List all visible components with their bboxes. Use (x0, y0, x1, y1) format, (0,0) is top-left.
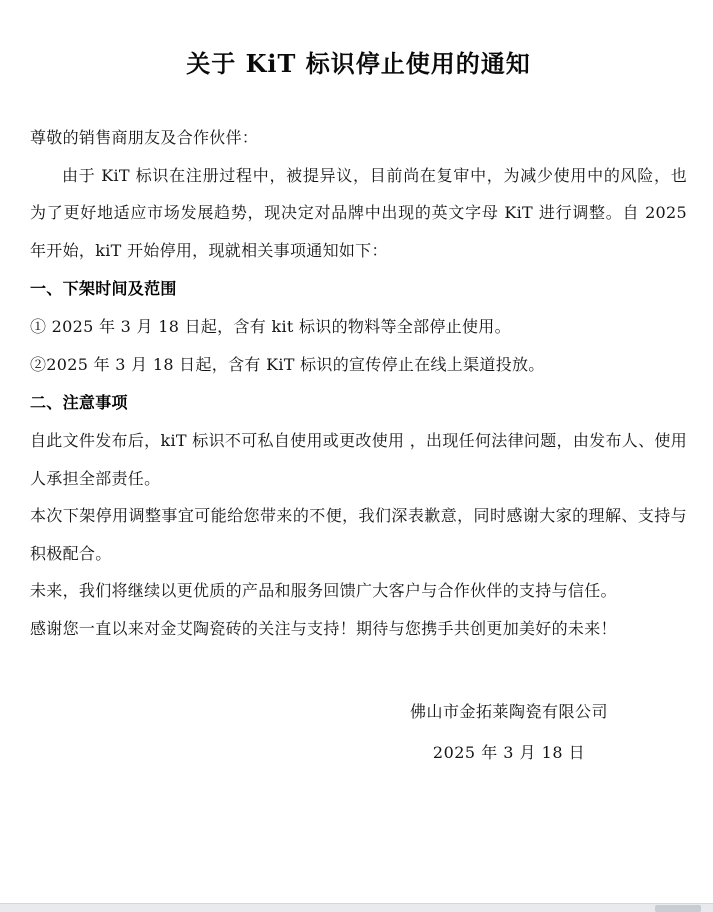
notice-document (0, 44, 713, 773)
signature-block (359, 691, 659, 773)
section2-paragraph-1: 自此文件发布后，kiT 标识不可私自使用或更改使用 ，出现任何法律问题，由发布人、使用人承担全部责任。 (30, 431, 687, 488)
section1-item-1: ① 2025 年 3 月 18 日起，含有 kit 标识的物料等全部停止使用。 (30, 317, 511, 336)
section1-item-2: ②2025 年 3 月 18 日起，含有 KiT 标识的宣传停止在线上渠道投放。 (30, 354, 545, 374)
section2-paragraph-3: 未来，我们将继续以更优质的产品和服务回馈广大客户与合作伙伴的支持与信任。 (30, 581, 617, 600)
section2-heading: 二、注意事项 (30, 393, 128, 412)
signature-date: 2025 年 3 月 18 日 (432, 743, 586, 762)
section2-paragraph-4: 感谢您一直以来对金艾陶瓷砖的关注与支持！期待与您携手共创更加美好的未来！ (30, 618, 617, 638)
section1-heading: 一、下架时间及范围 (30, 279, 177, 298)
horizontal-scrollbar[interactable] (0, 903, 713, 912)
signature-company: 佛山市金拓莱陶瓷有限公司 (409, 702, 608, 721)
section2-paragraph-2: 本次下架停用调整事宜可能给您带来的不便，我们深表歉意，同时感谢大家的理解、支持与积极配合。 (30, 506, 687, 563)
intro-paragraph: 由于 KiT 标识在注册过程中，被提异议，目前尚在复审中，为减少使用中的风险，也为了更好地适应市场发展趋势，现决定对品牌中出现的英文字母 KiT 进行调整。自 2025 年开始，kiT 开始停用，现就相关事项通知如下： (30, 165, 687, 260)
scrollbar-thumb[interactable] (655, 905, 701, 912)
salutation: 尊敬的销售商朋友及合作伙伴： (30, 128, 259, 147)
document-title: 关于 KiT 标识停止使用的通知 (186, 49, 531, 78)
